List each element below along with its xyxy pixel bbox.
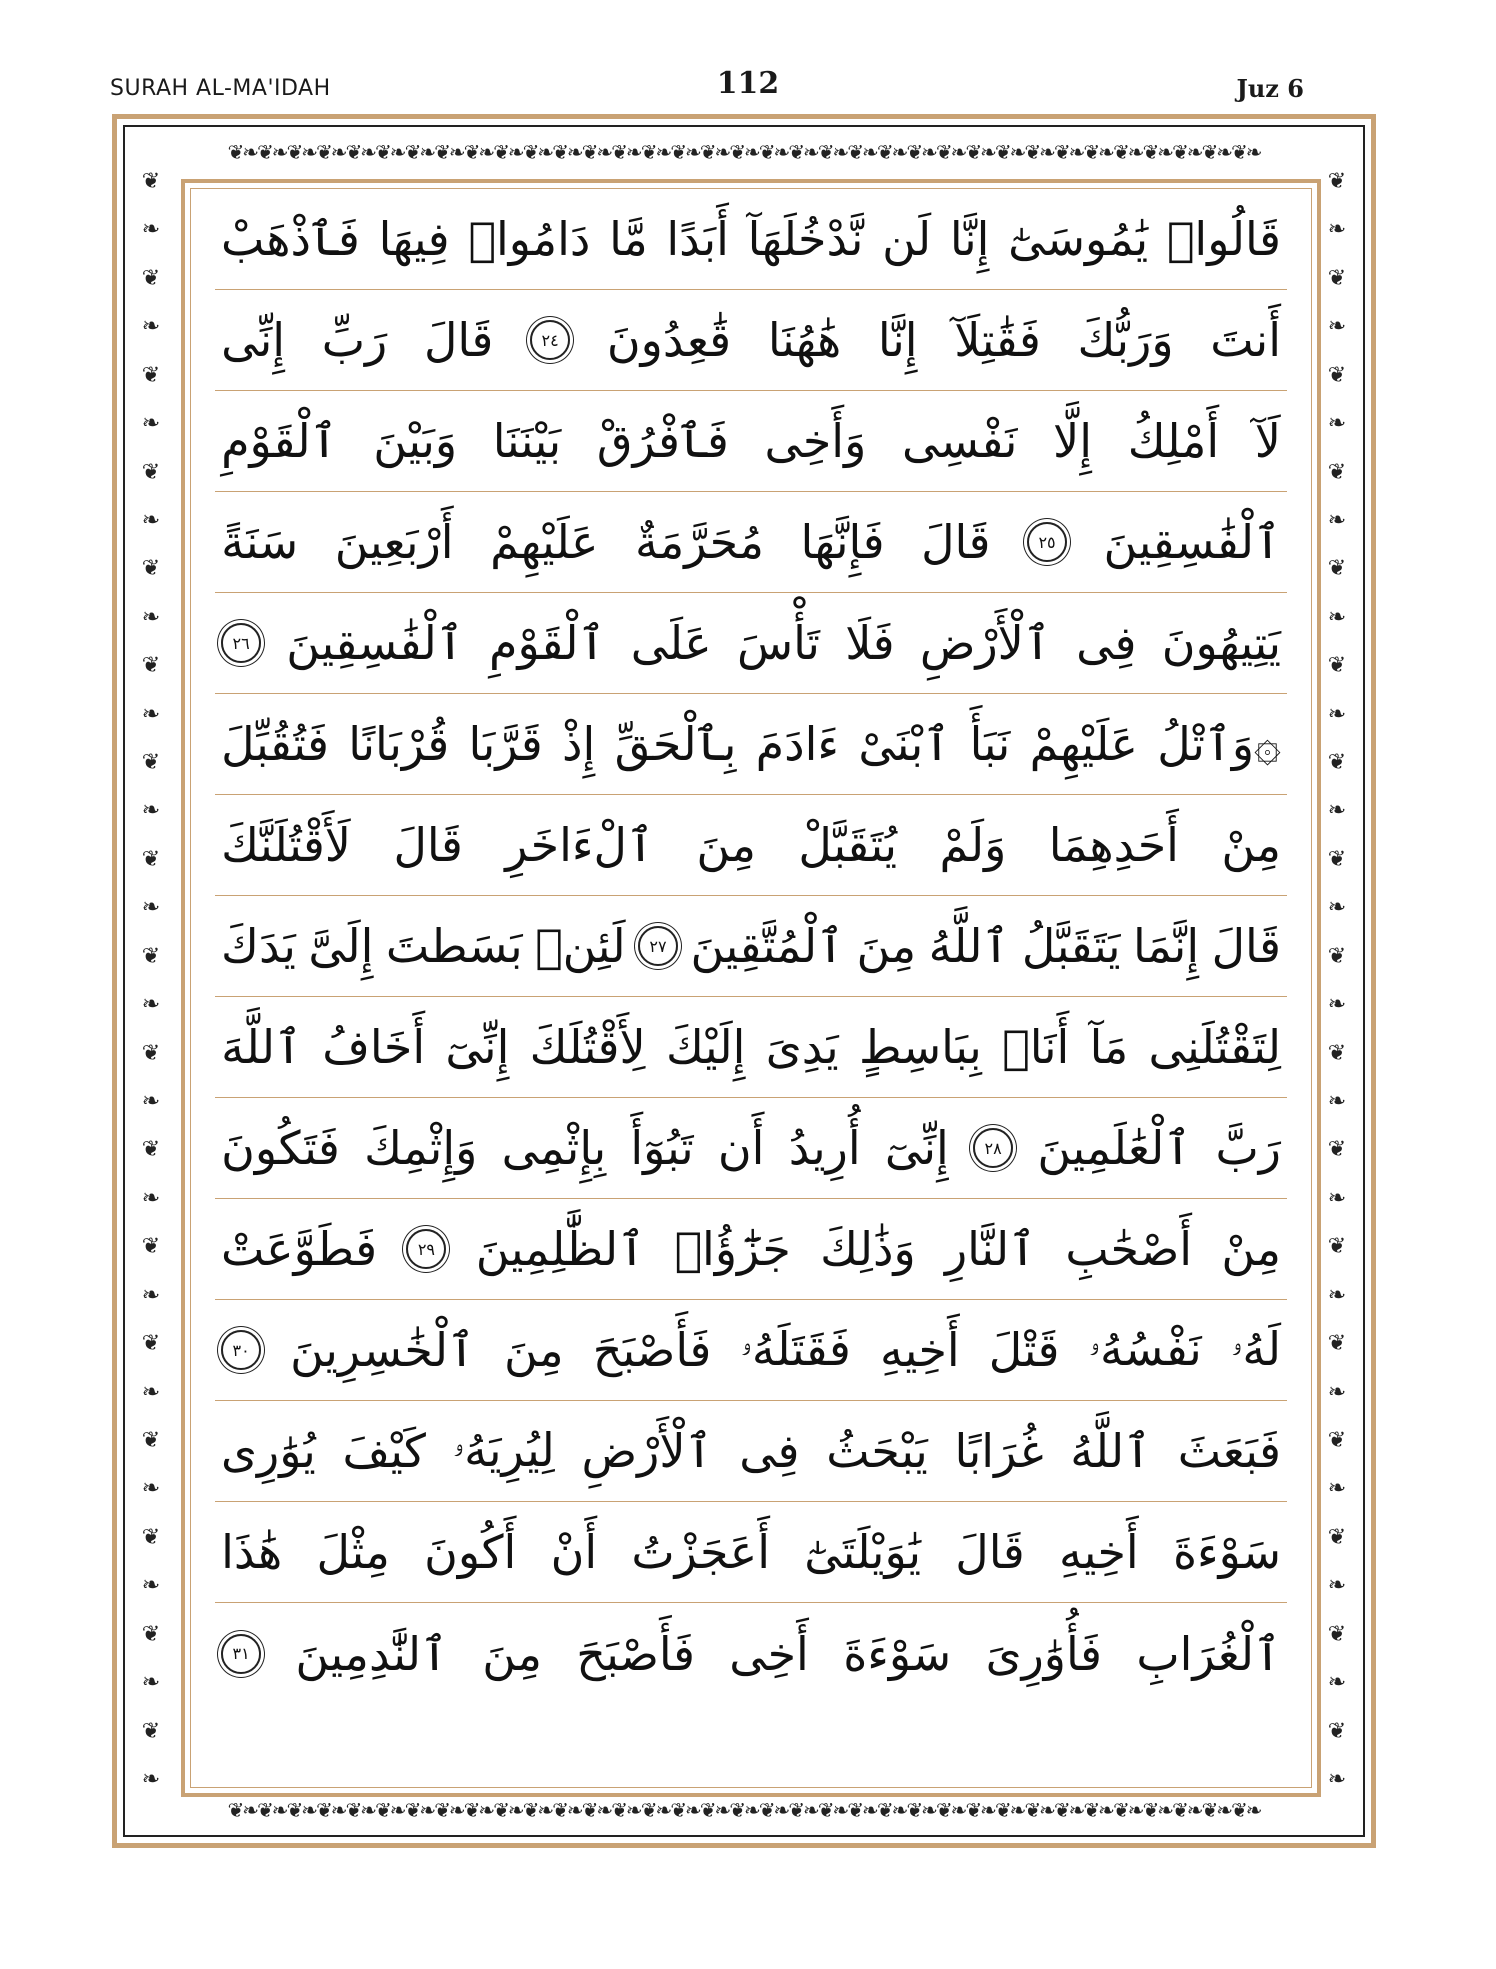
verse-word: ۞وَٱتْلُ xyxy=(1157,717,1281,771)
verse-line xyxy=(215,795,1287,896)
verse-word: لَأَقْتُلَنَّكَ xyxy=(221,818,352,872)
verse-word: فِى xyxy=(1076,616,1137,670)
verse-word: بَيْنَنَا xyxy=(492,414,562,468)
verse-line xyxy=(215,1401,1287,1502)
verse-word: يَٰمُوسَىٰٓ xyxy=(1008,212,1149,266)
verse-word: فَأُوَٰرِىَ xyxy=(985,1626,1103,1681)
verse-word: وَإِثْمِكَ xyxy=(364,1121,478,1175)
ayah-number-marker: ٢٩ xyxy=(406,1229,446,1269)
verse-word: أَخِيهِ xyxy=(1058,1525,1139,1579)
verse-word: بِإِثْمِى xyxy=(501,1121,607,1175)
verse-word: هَٰهُنَا xyxy=(767,313,842,367)
ayah-number-marker: ٢٤ xyxy=(530,320,570,360)
verse-word: مِنَ xyxy=(482,1626,542,1681)
juz-label: Juz 6 xyxy=(1236,74,1304,103)
verse-word: مُحَرَّمَةٌ xyxy=(635,515,765,569)
page-number: 112 xyxy=(716,66,780,101)
verse-word: ٱلْغُرَابِ xyxy=(1136,1626,1281,1681)
verse-word: عَلَى xyxy=(630,616,712,670)
verse-word: ٱللَّهَ xyxy=(221,1020,302,1074)
verse-word: تَأْسَ xyxy=(736,616,820,670)
verse-word: فَطَوَّعَتْ xyxy=(221,1222,378,1276)
verse-word: عَلَيْهِمْ xyxy=(490,515,599,569)
verse-word: كَيْفَ xyxy=(342,1424,426,1478)
verse-word: سَوْءَةَ xyxy=(843,1626,952,1681)
verse-word: ٱلْقَوْمِ xyxy=(488,616,606,670)
verse-word: نَفْسِى xyxy=(901,414,1018,468)
verse-word: أَصْحَٰبِ xyxy=(1065,1222,1193,1276)
verse-word: ٱلْقَوْمِ xyxy=(221,414,338,468)
verse-word: فَقَتَلَهُۥ xyxy=(740,1322,851,1376)
ayah-number-marker: ٢٧ xyxy=(638,926,678,966)
verse-line xyxy=(215,1502,1287,1603)
verse-word: فَٱفْرُقْ xyxy=(596,414,729,468)
verse-word: لَن xyxy=(882,212,932,266)
left-ornament-band: ❦ ❧ ❦ ❧ ❦ ❧ ❦ ❧ ❦ ❧ ❦ ❧ ❦ ❧ ❦ ❧ ❦ ❧ ❦ ❧ ❦ ❧ ❦ ❧ ❦ ❧ ❦ ❧ ❦ ❧ ❦ ❧ ❦ ❧ xyxy=(141,171,161,1791)
verse-word: ٱلْءَاخَرِ xyxy=(505,818,654,872)
verse-word: أُرِيدُ xyxy=(788,1121,861,1175)
verse-word: سَنَةً xyxy=(221,515,299,569)
verse-word: ٱلْعَٰلَمِينَ xyxy=(1037,1121,1192,1175)
verse-word: مِنَ xyxy=(856,919,917,973)
verse-word: وَبَيْنَ xyxy=(373,414,458,468)
verse-word: ٱلْمُتَّقِينَ xyxy=(690,919,845,973)
ayah-number-marker: ٣٠ xyxy=(221,1330,261,1370)
verse-line xyxy=(215,391,1287,492)
verse-word: قَالَ xyxy=(921,515,991,569)
verse-word: يَتَقَبَّلُ xyxy=(1021,919,1121,973)
verse-word: مَّا xyxy=(609,212,648,266)
verse-word: نَفْسُهُۥ xyxy=(1088,1322,1202,1376)
verse-word: رَبَّ xyxy=(1215,1121,1281,1175)
verse-word: ٱبْنَىْ xyxy=(858,717,951,771)
verse-word: قَالُوا۟ xyxy=(1166,212,1281,266)
verse-word: وَأَخِى xyxy=(764,414,867,468)
verse-word: أَخِيهِ xyxy=(879,1323,960,1377)
verse-line xyxy=(215,1199,1287,1300)
ayah-number-marker: ٢٨ xyxy=(973,1128,1013,1168)
verse-word: لِيُرِيَهُۥ xyxy=(452,1423,555,1477)
verse-word: مَآ xyxy=(1089,1020,1129,1074)
verse-line xyxy=(215,492,1287,593)
verse-word: ٱلْأَرْضِ xyxy=(581,1424,713,1478)
verse-word: يَتِيهُونَ xyxy=(1161,616,1281,670)
ayah-number-marker: ٢٥ xyxy=(1027,522,1067,562)
verse-word: هَٰذَا xyxy=(221,1525,283,1579)
verse-line xyxy=(215,189,1287,290)
verse-word: وَرَبُّكَ xyxy=(1077,313,1174,367)
verse-word: إِنِّىٓ xyxy=(445,1020,510,1074)
verse-line xyxy=(215,997,1287,1098)
ornamental-border xyxy=(123,125,1365,1837)
verse-word: بِبَاسِطٍ xyxy=(858,1020,982,1074)
verse-word: فَبَعَثَ xyxy=(1177,1424,1281,1478)
surah-name: SURAH AL-MA'IDAH xyxy=(110,76,331,101)
verse-word: أَمْلِكُ xyxy=(1127,414,1220,468)
verse-word: مِثْلَ xyxy=(316,1525,390,1579)
verse-word: إِنِّى xyxy=(221,313,286,367)
verse-lines xyxy=(215,189,1287,1704)
verse-word: إِلَىَّ xyxy=(308,919,374,973)
verse-word: سَوْءَةَ xyxy=(1172,1525,1281,1579)
verse-word: لِأَقْتُلَكَ xyxy=(529,1020,646,1074)
verse-word: دَامُوا۟ xyxy=(468,212,591,266)
page-frame xyxy=(112,114,1376,1848)
verse-line xyxy=(215,1603,1287,1704)
verse-word: قَالَ xyxy=(423,313,494,367)
verse-line xyxy=(215,593,1287,694)
verse-word: لَئِنۢ xyxy=(535,919,626,973)
verse-word: فَقَٰتِلَآ xyxy=(954,313,1041,367)
verse-word: إِنَّمَا xyxy=(1132,919,1200,973)
verse-word: فَأَصْبَحَ xyxy=(592,1323,712,1377)
verse-word: فَتَكُونَ xyxy=(221,1121,340,1175)
verse-line xyxy=(215,290,1287,391)
verse-word: لِتَقْتُلَنِى xyxy=(1148,1020,1281,1074)
verse-word: أَبَدًا xyxy=(666,212,729,266)
verse-word: أَنْ xyxy=(550,1525,598,1579)
verse-word: فَأَصْبَحَ xyxy=(576,1626,695,1681)
verse-word: قَالَ xyxy=(393,818,463,872)
verse-word: إِذْ xyxy=(562,717,596,771)
verse-word: ٱلْخَٰسِرِينَ xyxy=(290,1323,475,1377)
verse-word: ٱلنَّٰدِمِينَ xyxy=(295,1626,448,1681)
verse-line xyxy=(215,1098,1287,1199)
verse-word: أَخَافُ xyxy=(322,1020,426,1074)
bottom-ornament-band: ❦❧❦❧❦❧❦❧❦❧❦❧❦❧❦❧❦❧❦❧❦❧❦❧❦❧❦❧❦❧❦❧❦❧❦❧❦❧❦❧❦❧❦❧❦❧❦❧❦❧❦❧❦❧❦❧❦❧❦❧❦❧❦❧❦❧❦❧❦❧ xyxy=(227,1798,1261,1822)
verse-word: أَعَجَزْتُ xyxy=(631,1525,770,1579)
verse-word: أَكُونَ xyxy=(424,1525,517,1579)
verse-word: مِنْ xyxy=(1221,1222,1281,1276)
verse-word: فَلَا xyxy=(845,616,895,670)
verse-word: فَٱذْهَبْ xyxy=(221,212,360,266)
verse-word: إِلَيْكَ xyxy=(666,1020,746,1074)
verse-word: قُرْبَانًا xyxy=(348,717,450,771)
verse-word: غُرَابًا xyxy=(954,1424,1044,1478)
verse-word: جَزَٰٓؤُا۟ xyxy=(674,1222,791,1276)
verse-word: مِنْ xyxy=(1221,818,1281,872)
verse-word: يُتَقَبَّلْ xyxy=(798,818,898,872)
verse-line xyxy=(215,1300,1287,1401)
verse-word: قَالَ xyxy=(955,1525,1025,1579)
verse-line xyxy=(215,896,1287,997)
verse-word: إِنَّا xyxy=(877,313,918,367)
verse-word: قَالَ xyxy=(1211,919,1281,973)
verse-word: ٱلْفَٰسِقِينَ xyxy=(286,616,464,670)
verse-word: تَبُوٓأَ xyxy=(630,1121,694,1175)
verse-word: نَّدْخُلَهَآ xyxy=(747,212,864,266)
verse-word: ٱللَّهُ xyxy=(928,919,1010,973)
verse-word: قَرَّبَا xyxy=(468,717,543,771)
verse-word: أَنَا۠ xyxy=(1002,1020,1070,1074)
verse-word: وَذَٰلِكَ xyxy=(820,1222,916,1276)
verse-word: ٱلْفَٰسِقِينَ xyxy=(1103,515,1281,569)
verse-word: يَدَكَ xyxy=(221,919,296,973)
verse-word: قَتْلَ xyxy=(988,1323,1060,1377)
verse-word: مِنَ xyxy=(696,818,756,872)
verse-word: نَبَأَ xyxy=(969,717,1011,771)
verse-word: أَحَدِهِمَا xyxy=(1048,818,1179,872)
verse-word: ٱلظَّٰلِمِينَ xyxy=(475,1222,646,1276)
verse-word: فِى xyxy=(739,1424,800,1478)
verse-word: رَبِّ xyxy=(321,313,388,367)
ayah-number-marker: ٣١ xyxy=(221,1634,261,1674)
verse-word: فَإِنَّهَا xyxy=(800,515,885,569)
verse-word: مِنَ xyxy=(504,1323,564,1377)
verse-word: ٱلنَّارِ xyxy=(944,1222,1037,1276)
verse-word: أَخِى xyxy=(729,1626,809,1681)
verse-word: لَهُۥ xyxy=(1230,1322,1281,1376)
verse-word: أَرْبَعِينَ xyxy=(334,515,454,569)
verse-word: فِيهَا xyxy=(378,212,450,266)
right-ornament-band: ❦ ❧ ❦ ❧ ❦ ❧ ❦ ❧ ❦ ❧ ❦ ❧ ❦ ❧ ❦ ❧ ❦ ❧ ❦ ❧ ❦ ❧ ❦ ❧ ❦ ❧ ❦ ❧ ❦ ❧ ❦ ❧ ❦ ❧ xyxy=(1327,171,1347,1791)
verse-word: عَلَيْهِمْ xyxy=(1029,717,1138,771)
verse-word: ٱلْأَرْضِ xyxy=(919,616,1051,670)
verse-word: يُوَٰرِى xyxy=(221,1424,316,1478)
verse-word: أَنتَ xyxy=(1210,313,1281,367)
verse-word: يَبْحَثُ xyxy=(826,1424,928,1478)
verse-line xyxy=(215,694,1287,795)
verse-word: فَتُقُبِّلَ xyxy=(221,717,329,771)
verse-word: ءَادَمَ xyxy=(755,717,840,771)
top-ornament-band: ❦❧❦❧❦❧❦❧❦❧❦❧❦❧❦❧❦❧❦❧❦❧❦❧❦❧❦❧❦❧❦❧❦❧❦❧❦❧❦❧❦❧❦❧❦❧❦❧❦❧❦❧❦❧❦❧❦❧❦❧❦❧❦❧❦❧❦❧❦❧ xyxy=(227,140,1261,164)
verse-word: أَن xyxy=(717,1121,765,1175)
verse-word: وَلَمْ xyxy=(939,818,1007,872)
verse-word: بَسَطتَ xyxy=(385,919,523,973)
verse-word: لَآ xyxy=(1254,414,1281,468)
ayah-number-marker: ٢٦ xyxy=(221,623,261,663)
verse-word: بِٱلْحَقِّ xyxy=(614,717,737,771)
verse-word: قَٰعِدُونَ xyxy=(606,313,732,367)
verse-word: إِنَّا xyxy=(949,212,990,266)
verse-word: يَٰوَيْلَتَىٰٓ xyxy=(804,1525,922,1579)
verse-word: إِنِّىٓ xyxy=(884,1121,949,1175)
text-panel xyxy=(181,179,1321,1797)
verse-word: إِلَّا xyxy=(1053,414,1093,468)
verse-word: يَدِىَ xyxy=(765,1020,839,1074)
verse-word: ٱللَّهُ xyxy=(1070,1424,1152,1478)
